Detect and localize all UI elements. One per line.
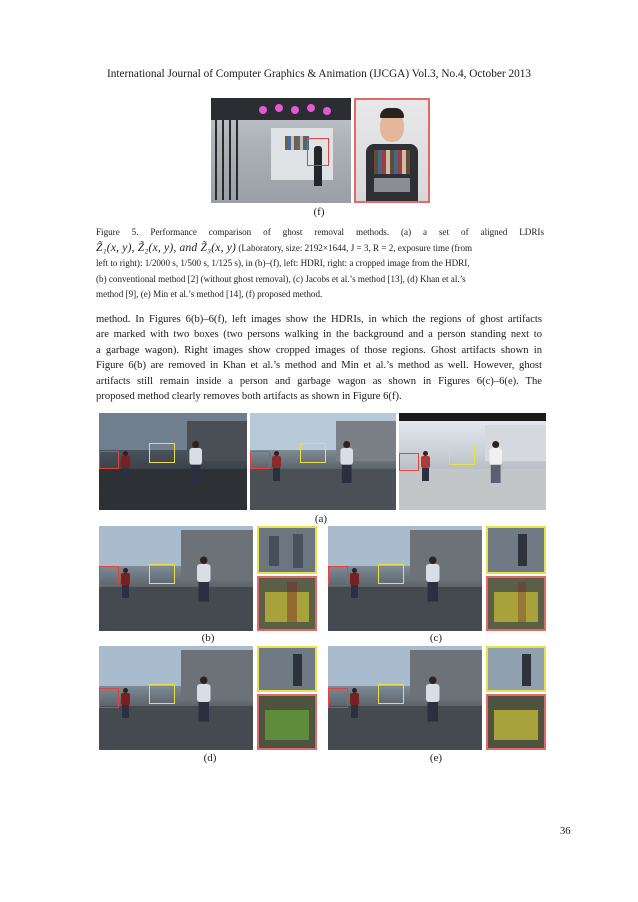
figure6e-hdri-image xyxy=(328,646,482,750)
figure6c-crop-wagon xyxy=(486,576,546,631)
body-paragraph xyxy=(96,312,542,404)
figure6d-hdri-image xyxy=(99,646,253,750)
body-line-2: are marked with two boxes (two persons walking in the background and a person standing next to xyxy=(96,329,542,341)
body-line-4: Figure 6(b) are removed in Khan et al.’s method and Min et al.’s method as well. However, ghost xyxy=(96,360,542,372)
figure5-caption-line-2-wrap xyxy=(96,241,544,257)
body-line-6: proposed method clearly removes both artifacts as shown in Figure 6(f). xyxy=(96,391,402,403)
figure5-caption-line-5: method [9], (e) Min et al.’s method [14], (f) proposed method. xyxy=(96,289,323,300)
figure6-panel-label-c: (c) xyxy=(429,632,443,644)
body-line-1: method. In Figures 6(b)–6(f), left images show the HDRIs, in which the regions of ghost artifacts xyxy=(96,314,542,325)
body-line-3: a garbage wagon). Right images show cropped images of those regions. Ghost artifacts shown in xyxy=(96,344,542,356)
figure5-caption-line-1: Figure 5. Performance comparison of ghost removal methods. (a) a set of aligned LDRIs xyxy=(96,227,544,237)
figure6c-crop-persons xyxy=(486,526,546,574)
figure5-caption xyxy=(96,225,544,303)
figure6b-crop-wagon xyxy=(257,576,317,631)
figure6e-crop-persons xyxy=(486,646,546,692)
figure6b-hdri-image xyxy=(99,526,253,631)
figure5-cropped-image xyxy=(354,98,430,203)
figure6e-crop-wagon xyxy=(486,694,546,750)
page-number: 36 xyxy=(560,826,571,837)
figure5-hdri-image xyxy=(211,98,351,203)
figure6c-hdri-image xyxy=(328,526,482,631)
figure5-caption-line-3: left to right): 1/2000 s, 1/500 s, 1/125 s), in (b)–(f), left: HDRI, right: a cropped image from the HDRI, xyxy=(96,258,470,269)
figure5-panel-label-f: (f) xyxy=(313,206,325,218)
body-line-5: artifacts still remain inside a person and garbage wagon as shown in Figures 6(c)–6(e). The xyxy=(96,375,542,387)
figure5-caption-math: Z̃₁(x, y), Z̃₂(x, y), and Z̃₃(x, y) xyxy=(96,241,237,254)
figure6a-ldr-image-1 xyxy=(99,413,247,510)
figure6-panel-label-a: (a) xyxy=(314,513,328,525)
figure6d-crop-wagon xyxy=(257,694,317,750)
figure5-caption-line-4: (b) conventional method [2] (without ghost removal), (c) Jacobs et al.’s method [13], (d) Khan et al.’s xyxy=(96,273,466,284)
journal-header: International Journal of Computer Graphics & Animation (IJCGA) Vol.3, No.4, October 2013 xyxy=(106,68,532,80)
figure6a-ldr-image-3 xyxy=(399,413,546,510)
figure6b-crop-persons xyxy=(257,526,317,574)
figure6d-crop-persons xyxy=(257,646,317,692)
figure6-panel-label-e: (e) xyxy=(429,752,443,764)
figure6-panel-label-b: (b) xyxy=(201,632,215,644)
figure6-panel-label-d: (d) xyxy=(203,752,217,764)
figure5-caption-line-2: (Laboratory, size: 2192×1644, J = 3, R = 2, exposure time (from xyxy=(238,242,473,253)
figure6a-ldr-image-2 xyxy=(250,413,396,510)
